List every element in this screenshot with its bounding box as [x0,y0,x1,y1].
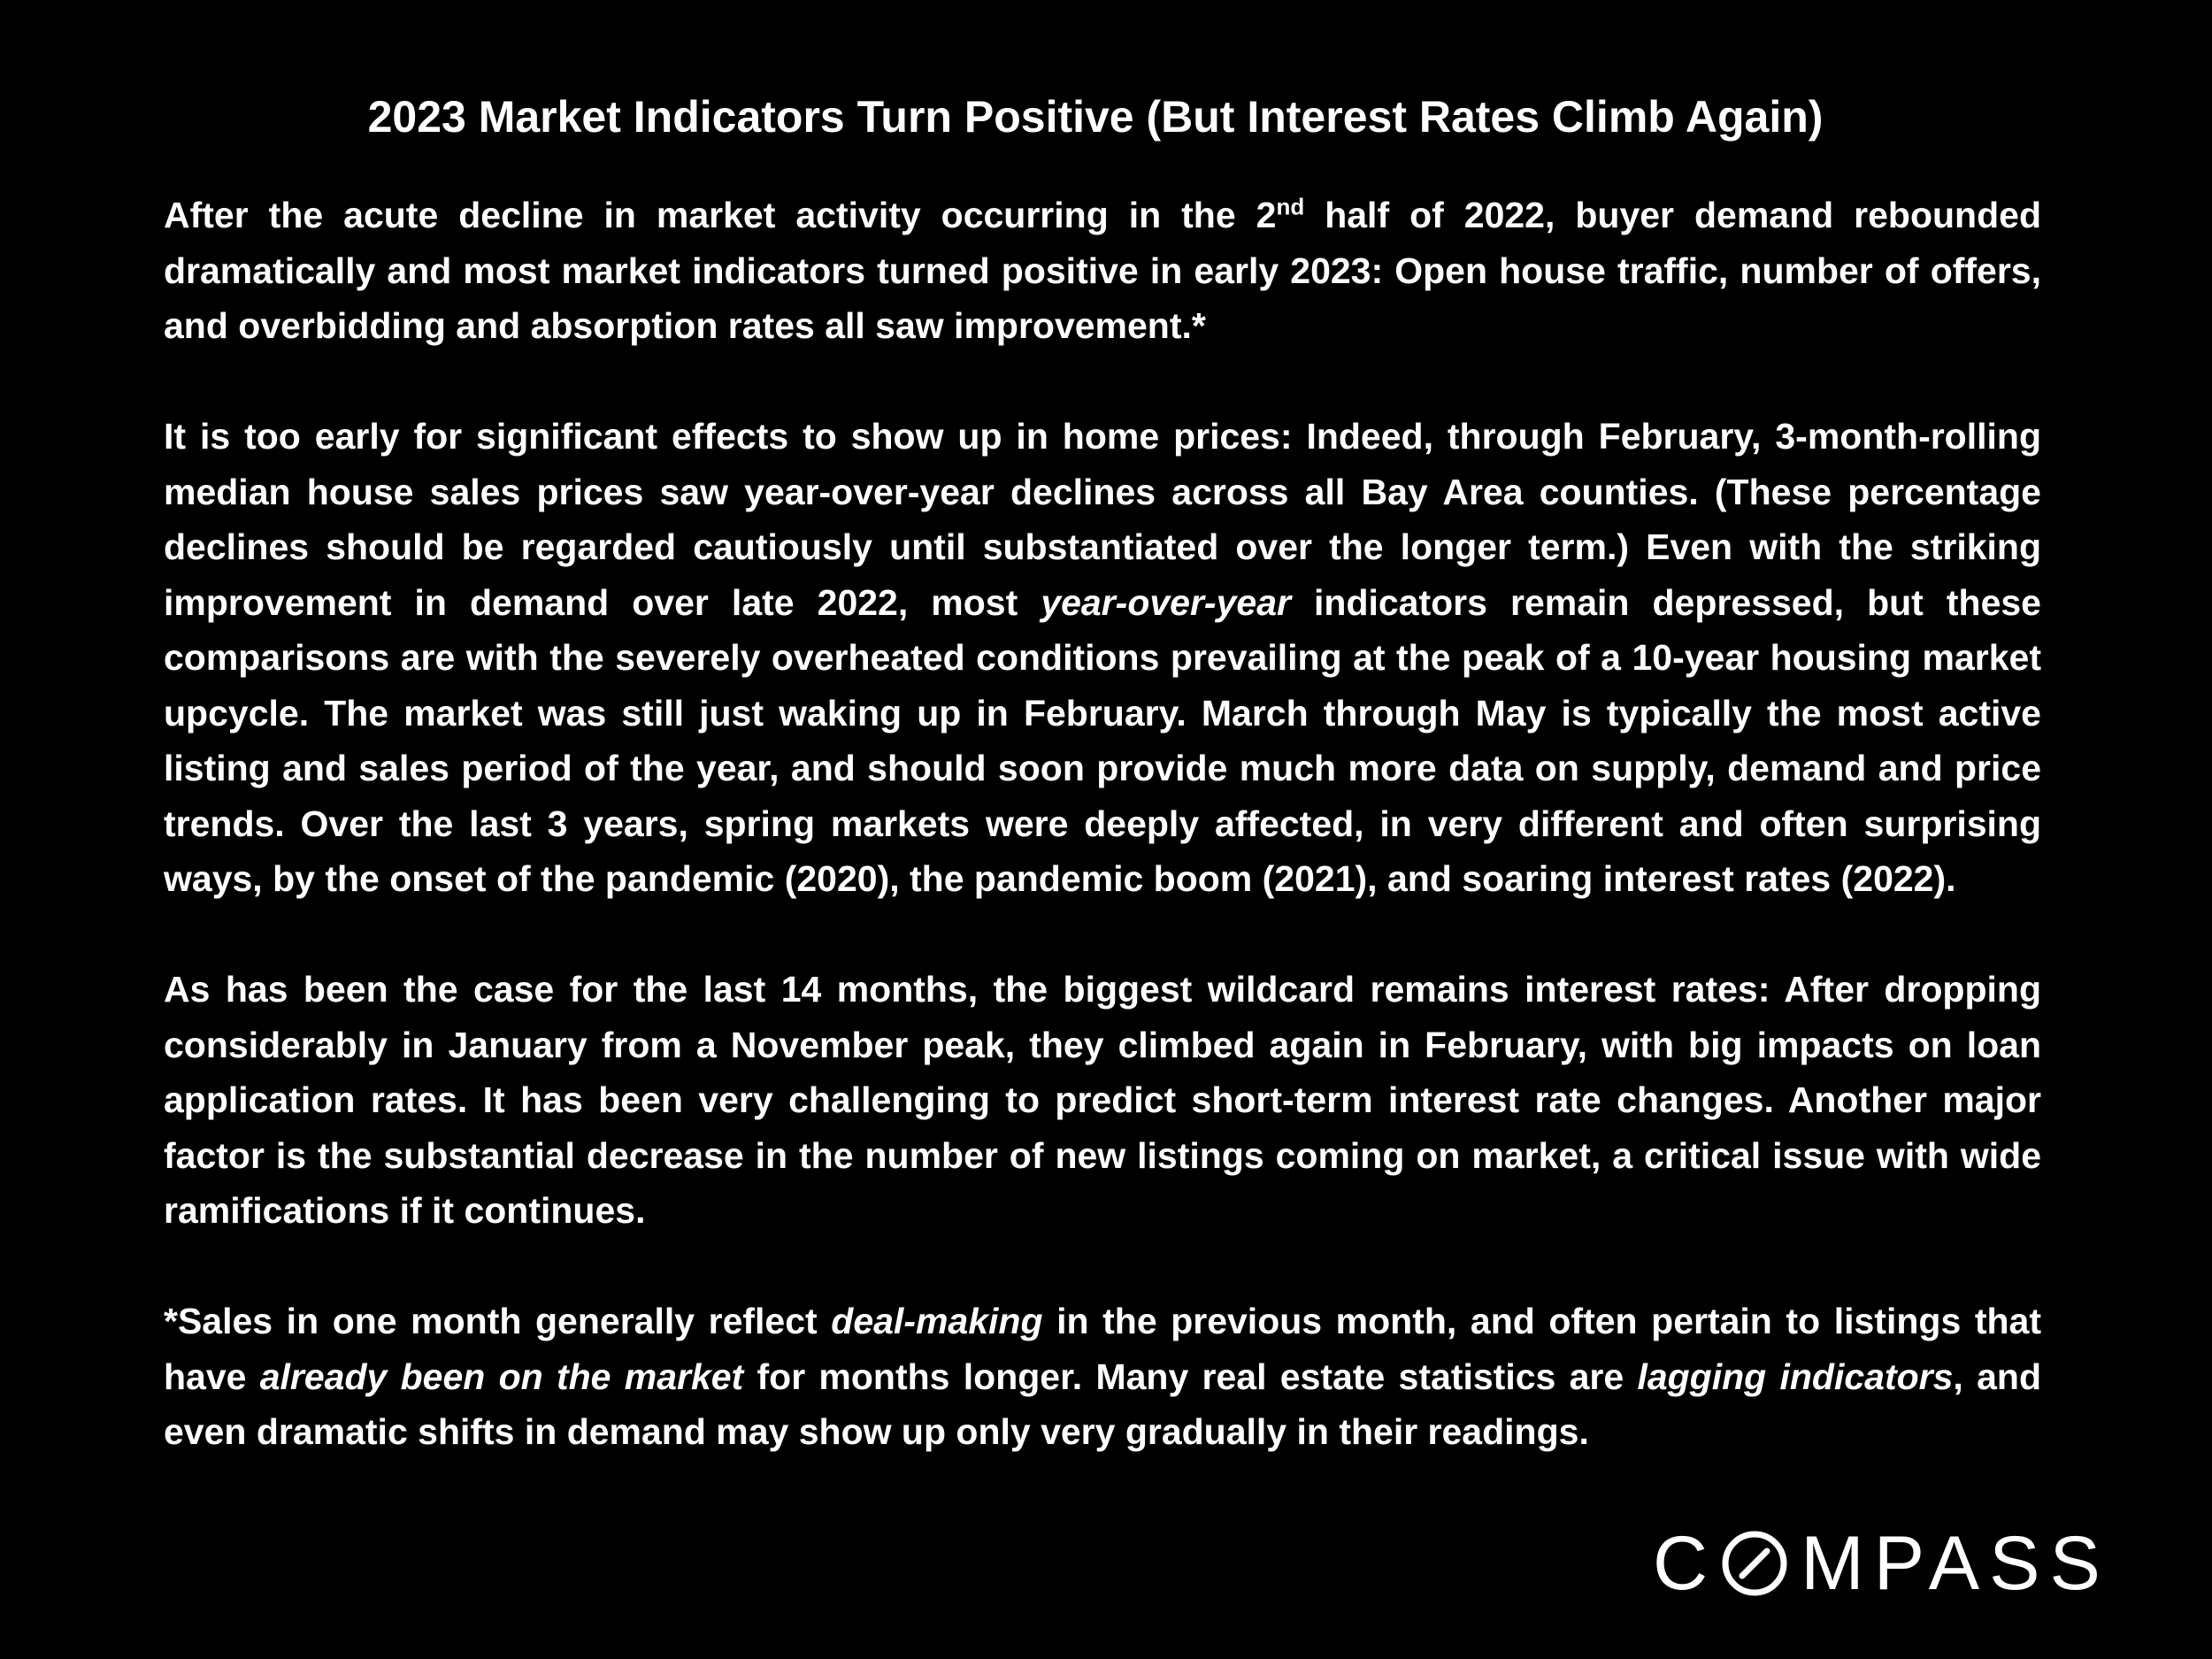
text-segment: indicators remain depressed, but these comparisons are with the severely overheated conditions prevailing at the peak of a 10-year housing market upcycle. The market was still just waking up in February. March through May is typically the most active listing and sales period of the year, and should soon provide much more data on supply, demand and price trends. Over the last 3 years, spring markets were deeply affected, in very different and often surprising ways, by the onset of the pandemic (2020), the pandemic boom (2021), and soaring interest rates (2022). [164,581,2041,899]
text-segment: half of 2022, buyer demand rebounded dramatically and most market indicators turned positive in early 2023: Open house traffic, number of offers, and overbidding and absorption rates all saw improvement.* [164,195,2041,346]
slide-title: 2023 Market Indicators Turn Positive (But Interest Rates Climb Again) [367,92,1824,142]
text-segment: in the previous month, and often pertain to listings that have [164,1301,2041,1397]
paragraph-1 [164,188,2041,354]
text-segment: After the acute decline in market activity occurring in the 2 [164,195,1277,235]
compass-logo [1653,1520,2110,1606]
body-text [164,188,2041,1460]
text-segment: *Sales in one month generally reflect [164,1301,832,1341]
paragraph-2 [164,409,2041,907]
emphasis-text: already been on the market [259,1356,744,1397]
emphasis-text: lagging indicators [1637,1356,1954,1397]
text-segment: for months longer. Many real estate statistics are [743,1356,1638,1397]
compass-o-slash-icon [1719,1528,1790,1599]
emphasis-text: year-over-year [1041,581,1291,623]
paragraph-3 [164,962,2041,1239]
paragraph-footnote [164,1294,2041,1460]
logo-letters-rest: MPASS [1801,1520,2110,1606]
text-segment: It is too early for significant effects to show up in home prices: Indeed, through February, 3-month-rolling median house sales prices saw year-over-year declines across all Bay Area counties. (These percentage declines should be regarded cautiously until substantiated over the longer term.) Even with the striking improvement in demand over late 2022, most [164,416,2041,623]
superscript-text: nd [1276,193,1305,220]
logo-letter-c: C [1653,1520,1718,1606]
text-segment: As has been the case for the last 14 months, the biggest wildcard remains interest rates: After dropping considerably in January from a November peak, they climbed again in February, with big impacts on loan application rates. It has been very challenging to predict short-term interest rate changes. Another major factor is the substantial decrease in the number of new listings coming on market, a critical issue with wide ramifications if it continues. [164,969,2041,1231]
text-segment: , and even dramatic shifts in demand may show up only very gradually in their readings. [164,1356,2041,1452]
emphasis-text: deal-making [831,1301,1043,1341]
